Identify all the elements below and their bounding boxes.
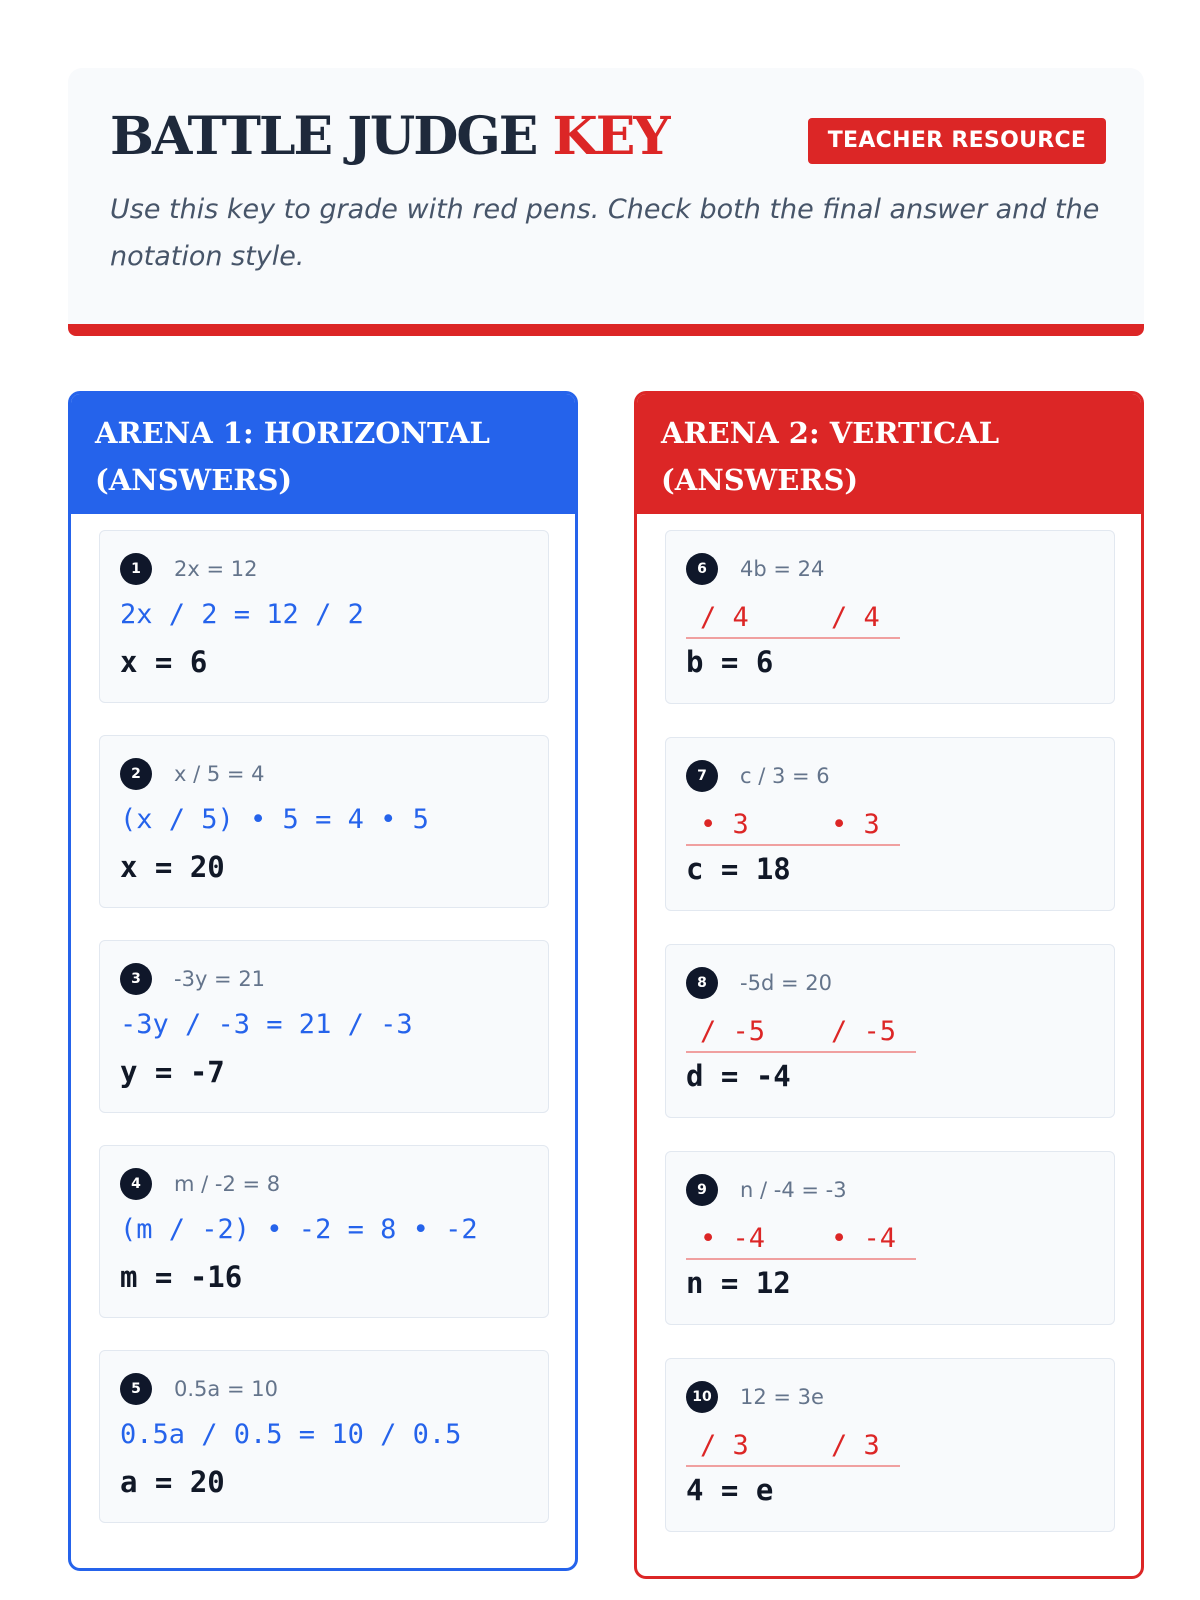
problem-card-9 [665,1151,1115,1325]
problem-number-badge: 5 [120,1373,152,1405]
problem-card-4 [99,1145,549,1318]
problem-card-3 [99,940,549,1113]
problem-number-badge: 10 [686,1381,718,1413]
problem-card-10 [665,1358,1115,1532]
solution-answer: a = 20 [120,1465,225,1499]
problem-equation: m / -2 = 8 [174,1172,281,1196]
solution-answer: b = 6 [686,645,774,679]
problem-equation: -5d = 20 [740,971,832,995]
problem-equation: c / 3 = 6 [740,764,830,788]
problem-equation: -3y = 21 [174,967,266,991]
problem-equation: 12 = 3e [740,1385,824,1409]
problem-number-badge: 4 [120,1168,152,1200]
solution-work: 2x / 2 = 12 / 2 [120,599,364,630]
right-operation: • 3 [831,808,880,840]
problem-equation: n / -4 = -3 [740,1178,847,1202]
arena-1-panel [68,391,578,1571]
problem-card-8 [665,944,1115,1118]
solution-answer: x = 6 [120,645,208,679]
solution-work: (m / -2) • -2 = 8 • -2 [120,1214,478,1245]
problem-equation: 0.5a = 10 [174,1377,278,1401]
title-accent: KEY [552,106,669,167]
solution-answer: n = 12 [686,1266,791,1300]
right-operation: • -4 [831,1222,897,1254]
left-operation: / 4 [700,601,749,633]
problem-number-badge: 1 [120,553,152,585]
vertical-work-row [686,1011,916,1053]
problem-number-badge: 2 [120,758,152,790]
solution-work: (x / 5) • 5 = 4 • 5 [120,804,429,835]
vertical-work-row [686,804,900,846]
problem-number-badge: 3 [120,963,152,995]
problem-number-badge: 7 [686,760,718,792]
instructions-text: Use this key to grade with red pens. Check both the final answer and the notation style. [110,194,1100,272]
solution-answer: y = -7 [120,1055,225,1089]
left-operation: / -5 [700,1015,766,1047]
title-main: BATTLE JUDGE [110,106,537,167]
solution-answer: c = 18 [686,852,791,886]
problem-card-7 [665,737,1115,911]
problem-number-badge: 6 [686,553,718,585]
vertical-work-row [686,597,900,639]
problem-equation: 2x = 12 [174,557,258,581]
problem-card-5 [99,1350,549,1523]
left-operation: / 3 [700,1429,749,1461]
arena-2-panel [634,391,1144,1579]
problem-equation: x / 5 = 4 [174,762,265,786]
problem-card-1 [99,530,549,703]
teacher-resource-badge: TEACHER RESOURCE [808,118,1106,164]
right-operation: / 3 [831,1429,880,1461]
header-panel [68,68,1144,336]
solution-answer: m = -16 [120,1260,243,1294]
vertical-work-row [686,1425,900,1467]
solution-answer: x = 20 [120,850,225,884]
problem-number-badge: 9 [686,1174,718,1206]
solution-work: 0.5a / 0.5 = 10 / 0.5 [120,1419,462,1450]
problem-equation: 4b = 24 [740,557,825,581]
arena-1-title: ARENA 1: HORIZONTAL (ANSWERS) [71,394,575,514]
left-operation: • -4 [700,1222,766,1254]
solution-answer: d = -4 [686,1059,791,1093]
problem-card-2 [99,735,549,908]
right-operation: / 4 [831,601,880,633]
left-operation: • 3 [700,808,749,840]
vertical-work-row [686,1218,916,1260]
page-title [110,108,668,165]
problem-number-badge: 8 [686,967,718,999]
solution-answer: 4 = e [686,1473,774,1507]
solution-work: -3y / -3 = 21 / -3 [120,1009,413,1040]
problem-card-6 [665,530,1115,704]
arena-2-title: ARENA 2: VERTICAL (ANSWERS) [637,394,1141,514]
right-operation: / -5 [831,1015,897,1047]
